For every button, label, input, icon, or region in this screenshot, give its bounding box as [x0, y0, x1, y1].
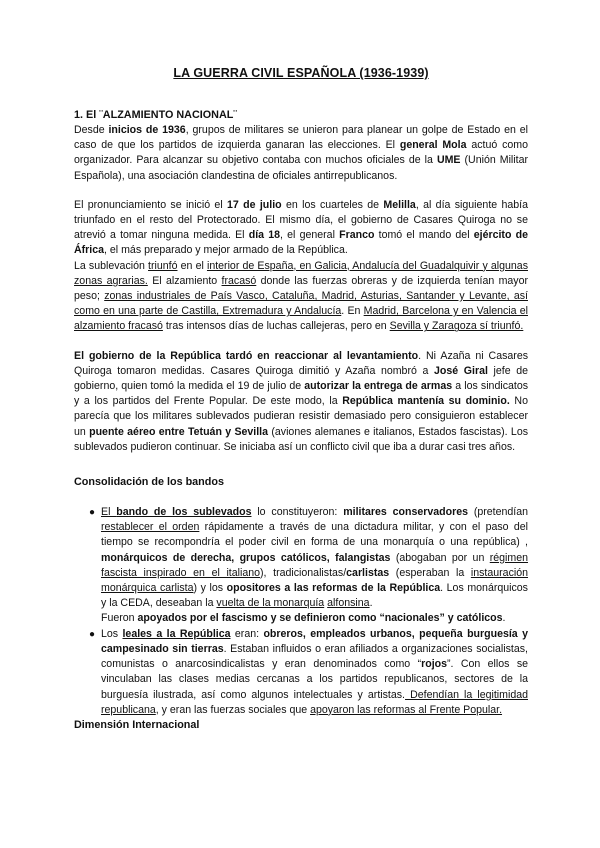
bandos-list — [74, 505, 528, 718]
bold-text: general Mola — [399, 139, 467, 152]
text-run: . Estaban influidos o eran afiliados a organizaciones socialistas, comunistas o anarcosindicalistas y eran denominados como “ — [101, 642, 529, 671]
text-run: , y eran las fuerzas sociales que — [155, 703, 311, 716]
bold-text: UME — [436, 154, 461, 167]
text-run: lo constituyeron: — [251, 506, 344, 519]
text-run: , grupos de militares se unieron para planear un golpe de Estado en el caso de que los partidos de izquierda ganaran las elecciones. El — [74, 124, 528, 152]
text-run: . — [502, 612, 506, 625]
underlined-text: alfonsina — [327, 597, 370, 610]
text-run: (pretendían — [467, 506, 529, 519]
underlined-text: El — [101, 506, 117, 519]
text-run: eran: — [230, 627, 264, 640]
document-page — [74, 66, 528, 733]
bold-text: Franco — [339, 229, 375, 242]
text-run: en los cuarteles de — [281, 198, 384, 211]
bold-text: José Giral — [434, 364, 488, 377]
bullet-icon: ● — [89, 628, 96, 640]
text-run: jefe de gobierno, quien tomó la medida el 19 de julio de — [74, 364, 528, 393]
underlined-text: Madrid, Barcelona y en Valencia el alzamiento fracasó — [74, 305, 528, 333]
bold-text: Melilla — [383, 198, 416, 211]
text-run: . — [369, 597, 373, 610]
bold-text: opositores a las reformas de la República — [226, 582, 441, 595]
text-run: donde las fuerzas obreras y de izquierda tenían mayor peso; — [74, 274, 529, 303]
bold-underlined-text: leales a la República — [122, 627, 231, 640]
bold-text: El gobierno de la República tardó en reaccionar al levantamiento — [74, 349, 419, 362]
underlined-text: fracasó — [221, 274, 257, 287]
text-run: ), tradicionalistas/ — [260, 566, 347, 579]
paragraph-inicios — [74, 123, 528, 184]
section-heading-dimension-internacional: Dimensión Internacional — [74, 718, 200, 731]
bold-text: autorizar la entrega de armas — [304, 380, 453, 393]
bold-text: apoyados por el fascismo y se definieron como “nacionales” y católicos — [137, 612, 503, 625]
document-title: LA GUERRA CIVIL ESPAÑOLA (1936-1939) — [173, 66, 429, 80]
list-item-leales — [74, 627, 528, 718]
bold-text: día 18 — [248, 229, 281, 242]
underlined-text: instauración monárquica carlista — [101, 566, 529, 595]
text-run: a los sindicatos y a los partidos del Frente Popular. De este modo, la — [74, 380, 529, 408]
text-run: tras intensos días de luchas callejeras, pero en — [162, 320, 390, 333]
text-run: Fueron — [101, 612, 138, 625]
bold-underlined-text: bando de los sublevados — [116, 506, 252, 519]
text-run: Desde — [74, 124, 109, 136]
spacer — [74, 184, 528, 198]
text-run: , al día siguiente había triunfado en el resto del Protectorado. El mismo día, el gobierno de Casares Quiroga no se atrevió a tomar ninguna medida. El — [74, 198, 528, 242]
bold-text: obreros, empleados urbanos, pequeña burguesía y campesinado sin tierras — [101, 627, 528, 655]
text-run: . En — [341, 305, 364, 318]
text-run: , el más preparado y mejor armado de la República. — [104, 244, 348, 257]
text-run: (abogaban por un — [390, 551, 490, 564]
text-run: actuó como organizador. Para alcanzar su objetivo contaba con muchos oficiales de la — [74, 139, 528, 167]
underlined-text: triunfó — [148, 259, 178, 272]
bold-text: 17 de julio — [227, 198, 282, 211]
text-run: rápidamente a través de una dictadura militar, y con el paso del tiempo se recompondría el poder civil en forma de una monarquía o una república) , — [101, 521, 528, 549]
spacer — [74, 335, 528, 349]
underlined-text: restablecer el orden — [101, 521, 200, 534]
text-run: El alzamiento — [147, 274, 222, 287]
bold-text: inicios de 1936 — [108, 124, 186, 136]
text-run: El pronunciamiento se inició el — [74, 198, 228, 211]
section-heading-consolidacion: Consolidación de los bandos — [74, 476, 224, 489]
bold-text: puente aéreo entre Tetuán y Sevilla — [89, 425, 269, 438]
bold-text: República mantenía su dominio. — [342, 395, 510, 408]
text-run: , el general — [280, 229, 340, 242]
text-run: ”. Con ellos se vinculaban las clases medias cercanas a los partidos republicanos, sectores de la burguesía ilustrada, así como algunos intelectuales y artistas. — [101, 658, 529, 701]
bold-text: militares conservadores — [343, 506, 468, 519]
list-item-sublevados — [74, 505, 528, 627]
underlined-text: zonas industriales de País Vasco, Cataluña, Madrid, Asturias, Santander y Levante, así como en una parte de Castilla, Extremadura y Andalucía — [74, 290, 528, 318]
underlined-text: vuelta de la monarquía — [216, 597, 325, 610]
text-run: tomó el mando del — [374, 229, 474, 242]
paragraph-sublevacion — [74, 259, 528, 335]
text-run: en el — [177, 259, 207, 272]
text-run: . Ni Azaña ni Casares Quiroga tomaron medidas. Casares Quiroga dimitió y Azaña nombró a — [74, 349, 529, 377]
underlined-text: régimen fascista inspirado en el italiano — [101, 551, 529, 579]
bullet-icon: ● — [89, 507, 96, 519]
bold-text: ejército de África — [74, 229, 528, 257]
paragraph-gobierno-republica — [74, 349, 528, 455]
underlined-text: Sevilla y Zaragoza sí triunfó. — [389, 320, 524, 333]
underlined-text: interior de España, en Galicia, Andalucía del Guadalquivir y algunas zonas agrarias. — [74, 259, 528, 287]
section-heading-alzamiento: 1. El ¨ALZAMIENTO NACIONAL¨ — [74, 109, 237, 121]
text-run: ) y los — [193, 582, 227, 595]
paragraph-pronunciamiento — [74, 198, 528, 259]
underlined-text: apoyaron las reformas al Frente Popular. — [310, 703, 503, 716]
text-run: La sublevación — [74, 259, 149, 272]
underlined-text: Defendían la legitimidad republicana — [101, 688, 528, 716]
bold-text: carlistas — [346, 566, 390, 579]
text-run: (aviones alemanes e italianos, Estados fascistas). Los sublevados pudieron continuar. Se iniciaba así un conflicto civil que iba a durar casi tres años. — [74, 425, 529, 453]
bold-text: monárquicos de derecha, grupos católicos, falangistas — [101, 551, 391, 564]
text-run: (Unión Militar Española), una asociación clandestina de oficiales antirrepublicanos. — [74, 154, 528, 182]
text-run: Los — [101, 627, 123, 640]
text-run: (esperaban la — [389, 566, 471, 579]
bold-text: rojos — [421, 658, 448, 671]
text-run: No parecía que los militares sublevados pudieran resistir demasiado pero consiguieron establecer un — [74, 395, 528, 438]
text-run: . Los monárquicos y la CEDA, deseaban la — [101, 582, 528, 610]
